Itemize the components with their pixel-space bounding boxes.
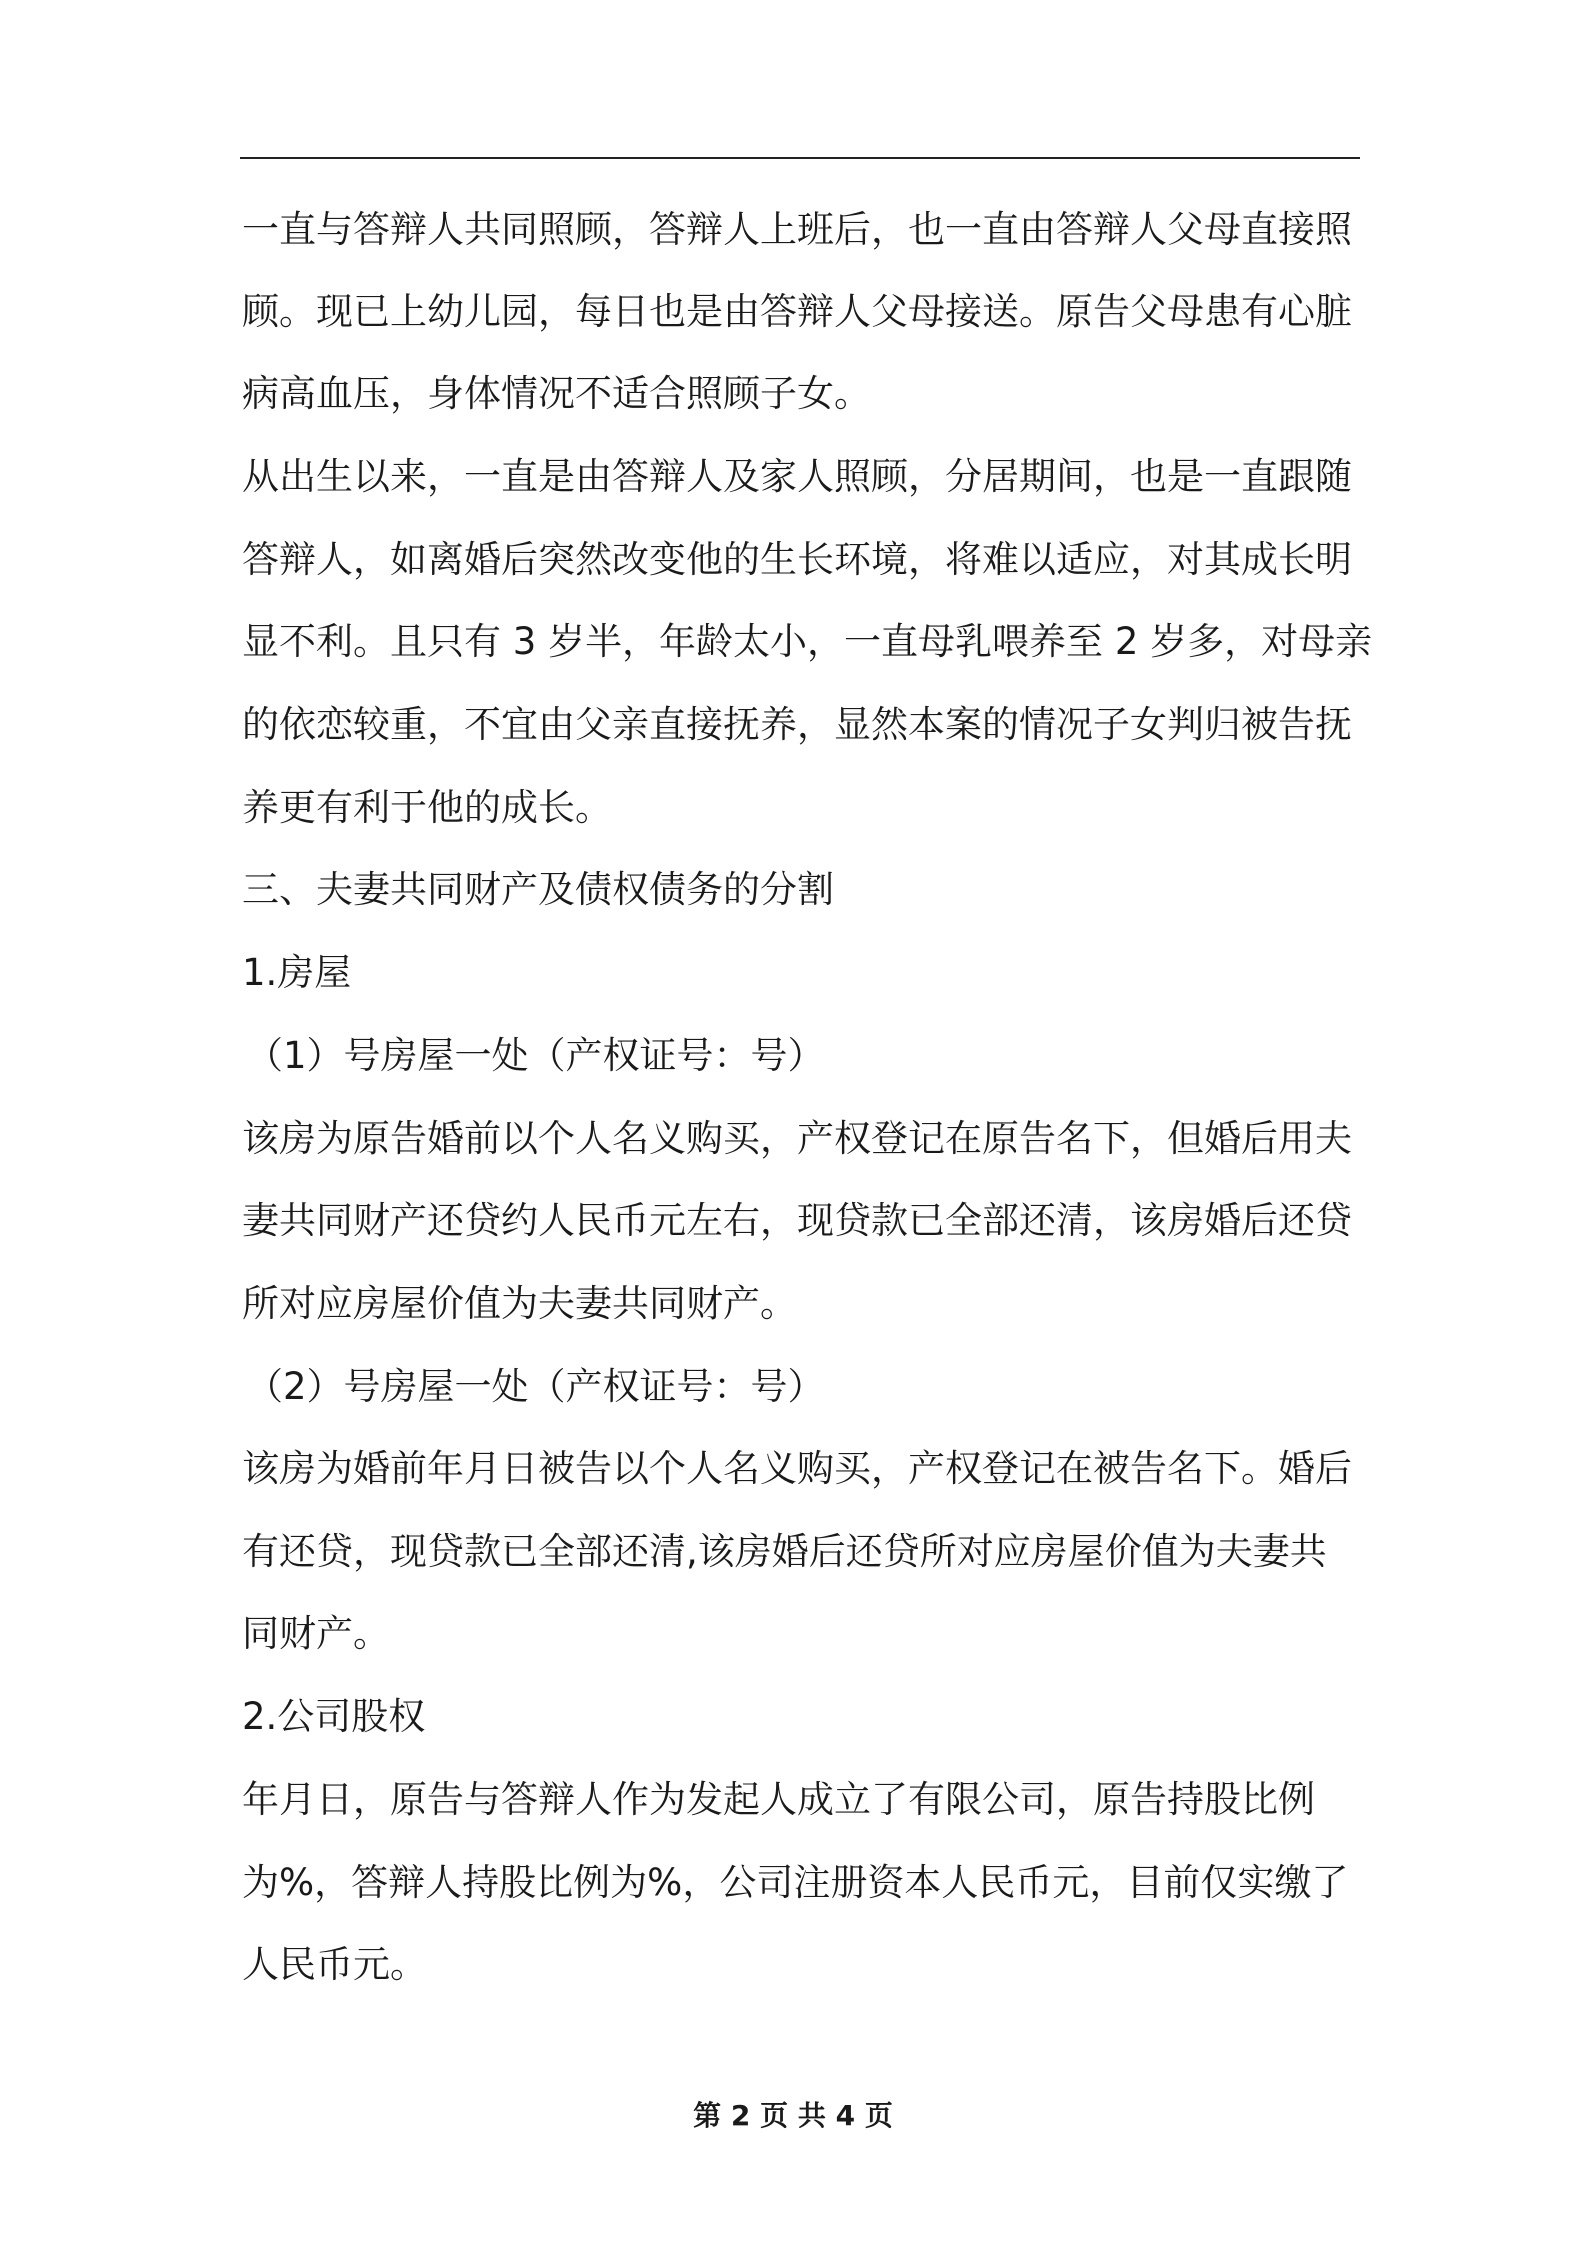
body-line: 养更有利于他的成长。	[242, 786, 612, 829]
item-heading: （1）号房屋一处（产权证号：号）	[246, 1034, 825, 1077]
subsection-heading: 1.房屋	[242, 951, 352, 994]
body-line: 从出生以来，一直是由答辩人及家人照顾，分居期间，也是一直跟随	[242, 455, 1352, 498]
subsection-heading: 2.公司股权	[242, 1695, 426, 1738]
body-line: 顾。现已上幼儿园，每日也是由答辩人父母接送。原告父母患有心脏	[242, 290, 1352, 333]
body-line: 妻共同财产还贷约人民币元左右，现贷款已全部还清，该房婚后还贷	[242, 1199, 1352, 1242]
body-line: 显不利。且只有 3 岁半，年龄太小，一直母乳喂养至 2 岁多，对母亲	[242, 620, 1373, 663]
page-number: 第 2 页 共 4 页	[693, 2099, 893, 2132]
body-line: 一直与答辩人共同照顾，答辩人上班后，也一直由答辩人父母直接照	[242, 208, 1352, 251]
header-rule	[240, 157, 1360, 159]
body-line: 年月日，原告与答辩人作为发起人成立了有限公司，原告持股比例	[242, 1778, 1315, 1821]
body-line: 该房为婚前年月日被告以个人名义购买，产权登记在被告名下。婚后	[242, 1447, 1352, 1490]
body-line: 有还贷，现贷款已全部还清,该房婚后还贷所对应房屋价值为夫妻共	[242, 1530, 1327, 1573]
body-line: 的依恋较重，不宜由父亲直接抚养，显然本案的情况子女判归被告抚	[242, 703, 1352, 746]
body-line: 为%，答辩人持股比例为%，公司注册资本人民币元，目前仅实缴了	[242, 1861, 1349, 1904]
body-line: 病高血压，身体情况不适合照顾子女。	[242, 372, 871, 415]
body-line: 所对应房屋价值为夫妻共同财产。	[242, 1282, 797, 1325]
body-line: 人民币元。	[242, 1943, 427, 1986]
item-heading: （2）号房屋一处（产权证号：号）	[246, 1365, 825, 1408]
section-heading: 三、夫妻共同财产及债权债务的分割	[242, 868, 834, 911]
body-line: 同财产。	[242, 1612, 390, 1655]
body-line: 该房为原告婚前以个人名义购买，产权登记在原告名下，但婚后用夫	[242, 1117, 1352, 1160]
body-line: 答辩人，如离婚后突然改变他的生长环境，将难以适应，对其成长明	[242, 538, 1352, 581]
